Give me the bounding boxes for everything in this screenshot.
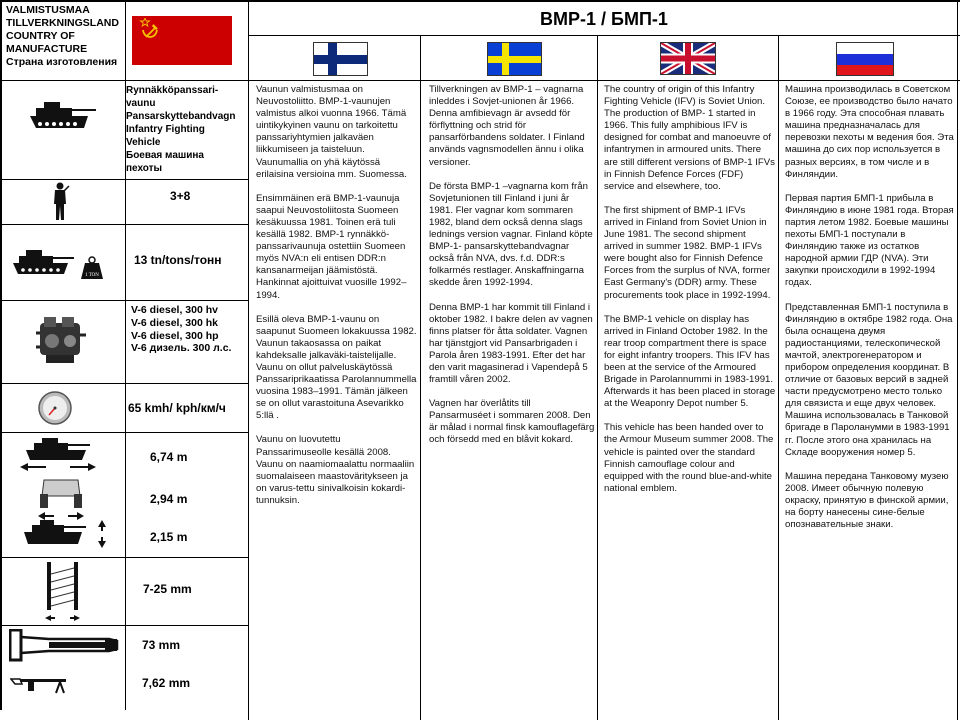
divider-flags <box>0 80 960 81</box>
row-divider-2 <box>0 224 249 225</box>
engine-line: V-6 diesel, 300 hp <box>131 329 219 342</box>
paragraph: The first shipment of BMP-1 IFVs arrived in Finland from Soviet Union in June 1981. The second shipment arrived in summer 1982. BMP-1 IFVs were bought also for Finnish Defence Forces from the surplus of NVA, former East Germany's (DDR) army. These procurements took place in 1992-1994. <box>604 204 771 301</box>
label-line: VALMISTUSMAA <box>6 4 90 16</box>
paragraph: Vagnen har överlåtits till Pansarmuséet i sommaren 2008. Den är målad i normal finsk kamouflagefärg och försedd med en blåvit kokard. <box>429 398 595 446</box>
main-gun-value: 73 mm <box>142 638 181 652</box>
row-divider-5 <box>0 432 249 433</box>
engine-line: V-6 diesel, 300 hk <box>131 316 218 329</box>
paragraph: Машина производилась в Советском Союзе, ее производство было начато в 1966 году. Эта способная плавать машина предназначалась для перевозки пехоты м ведения боя. Эта машина до сих пор используется в разных версиях, в том числе и в Финляндии. <box>785 84 954 180</box>
paragraph: Машина передана Танковому музею 2008. Имеет обычную полевую окраску, принятую в финской армии, на борту нанесены сине-белые опознавательные знаки. <box>785 470 949 531</box>
divider-en-ru <box>778 36 779 720</box>
label-line: MANUFACTURE <box>6 43 88 55</box>
paragraph: Vaunu on luovutettu Panssarimuseolle kesällä 2008. Vaunu on naamiomaalattu normaaliin suomalaiseen maastoväritykseen ja on varus-tettu sinivalkoisin kokardi-tunnuksin. <box>256 434 415 506</box>
vehicle-type-line: Infantry Fighting <box>126 124 205 135</box>
finland-flag <box>313 42 368 76</box>
paragraph: Ensimmäinen erä BMP-1-vaunuja saapui Neuvostoliitosta Suomeen kesäkuussa 1981. Toinen erä tuli kesällä 1982. BMP-1 rynnäkkö-panssarivaunuja ostettiin Suomeen myös NVA:n eli entisen DDR:n kansanarmeijan jäämistöstä. Hankinnat ajoittuivat vuosille 1992–1994. <box>256 192 407 301</box>
tank-height-icon <box>20 518 110 548</box>
label-line: Страна изготовления <box>6 56 118 68</box>
tank-weight-icon <box>12 248 76 276</box>
width-value: 2,94 m <box>150 492 188 506</box>
paragraph: This vehicle has been handed over to the Armour Museum summer 2008. The vehicle is painted over the standard Finnish camouflage colour and equipped with the round blue-and-white national emblem. <box>604 422 774 494</box>
paragraph: The country of origin of this Infantry Fighting Vehicle (IFV) is Soviet Union. The production of BMP- 1 started in 1966. This fully amphibious IFV is designed for combat and manoeuvre of infantrymen in armoured units. There are still different versions of BMP-1 IFVs in Finnish Defence Forces (FDF) service and elsewhere, too. <box>604 84 775 192</box>
vehicle-type-line: пехоты <box>126 163 163 174</box>
tank-length-icon <box>18 436 98 472</box>
row-divider-6 <box>0 557 249 558</box>
svg-text:1 TON: 1 TON <box>85 273 99 278</box>
vehicle-type-line: Vehicle <box>126 137 161 148</box>
paragraph: Первая партия БМП-1 прибыла в Финляндию в июне 1981 года. Вторая партия летом 1982. Боевые машины пехоты БМП-1 поступали в Финляндию также из остатков народной армии ГДР (NVA). Эти закупки происходили в 1992-1994 годах. <box>785 192 954 289</box>
paragraph: De första BMP-1 –vagnarna kom från Sovjetunionen till Finland i juni år 1981. Fler vagnar kom sommaren 1982, bland dem också denna slags lednings version vagnar. Finland köpte BMP-1- pansarskyttebandvagnar också från NVA, dvs. f.d. DDR:s folkarmés restlager. Anskaffningarna skedde åren 1992-1994. <box>429 180 593 289</box>
engine-icon <box>32 313 88 369</box>
hammer-sickle-icon <box>139 18 163 40</box>
tank-width-icon <box>36 476 86 520</box>
finnish-text <box>256 84 418 519</box>
english-text <box>604 84 776 507</box>
engine-value <box>131 304 231 355</box>
machine-gun-icon <box>10 675 70 695</box>
vehicle-type-line: Pansarskyttebandvagn <box>126 111 236 122</box>
machine-gun-value: 7,62 mm <box>142 676 191 690</box>
border-left <box>0 0 2 710</box>
speedometer-icon <box>38 391 72 425</box>
paragraph: The BMP-1 vehicle on display has arrived in Finland October 1982. In the rear troop compartment there is space for eight infantry troopers. This IFV has been at the service of the Armoured Brigade in Parolannummi in 1983-1991. Afterwards it has been placed in storage at the Weaponry Depot number 5. <box>604 313 776 410</box>
vehicle-type-line: Rynnäkköpanssari- <box>126 85 219 96</box>
armour-value: 7-25 mm <box>143 582 192 596</box>
row-divider-3 <box>0 300 249 301</box>
speed-value: 65 kmh/ kph/км/ч <box>128 401 226 415</box>
engine-line: V-6 diesel, 300 hv <box>131 304 218 316</box>
sweden-flag <box>487 42 542 76</box>
engine-line: V-6 дизель. 300 л.с. <box>131 342 232 355</box>
weight-icon <box>80 256 104 280</box>
paragraph: Представленная БМП-1 поступила в Финляндию в октябре 1982 года. Она была оснащена двумя радиостанциями, телескопической мачтой, электрогенератором и прибором определения координат. В отличие от базовых версий в задней части предусмотрено место только для связиста и еще двух человек. Машина использовалась в Танковой бригаде в Пароланумми в 1983-1991 гг. После этого она хранилась на Складе вооружения номер 5. <box>785 301 953 458</box>
length-value: 6,74 m <box>150 450 188 464</box>
tank-icon <box>28 100 98 134</box>
russia-flag <box>836 42 894 76</box>
soviet-union-flag <box>132 16 232 65</box>
label-line: COUNTRY OF <box>6 30 75 42</box>
vehicle-type-line: Боевая машина <box>126 150 204 161</box>
paragraph: Tillverkningen av BMP-1 – vagnarna inleddes i Sovjet-unionen år 1966. Denna amfibievagn är avsedd för förflyttning och strid för pansarförbandens soldater. I Finland används vagnsmodellen ännu i olika versioner. <box>429 84 585 168</box>
height-value: 2,15 m <box>150 530 188 544</box>
row-divider-4 <box>0 383 249 384</box>
page-title: BMP-1 / БМП-1 <box>540 9 668 29</box>
row-divider-1 <box>0 179 249 180</box>
uk-flag <box>660 42 716 75</box>
country-of-manufacture-label <box>6 4 126 69</box>
border-right <box>957 0 958 720</box>
vehicle-type-line: vaunu <box>126 98 156 109</box>
divider-sv-en <box>597 36 598 720</box>
cannon-icon <box>9 629 119 663</box>
crew-value: 3+8 <box>170 189 191 203</box>
paragraph: Esillä oleva BMP-1-vaunu on saapunut Suomeen lokakuussa 1982. Vaunun takaosassa on paikat kahdeksalle jalkaväki-taistelijalle. Vaunu on ollut palveluskäytössä Panssariprikaatissa Parolannummella vuosina 1983–1991. Tämän jälkeen se on ollut varastoituna Asevarikko 5:llä . <box>256 313 417 422</box>
armour-icon <box>44 562 84 624</box>
swedish-text <box>429 84 595 459</box>
divider-fi-sv <box>420 36 421 720</box>
paragraph: Vaunun valmistusmaa on Neuvostoliitto. BMP-1-vaunujen valmistus alkoi vuonna 1966. Tämä uintikykyinen vaunu on tarkoitettu panssariyhtymien jalkaväen liikkumiseen ja taisteluun. Vaunumallia on yhä käytössä erilaisina versioina mm. Suomessa. <box>256 84 407 180</box>
russian-text <box>785 84 955 543</box>
weight-value: 13 tn/tons/тонн <box>134 253 222 267</box>
soldier-icon <box>50 182 70 222</box>
vehicle-type <box>126 84 250 175</box>
paragraph: Denna BMP-1 har kommit till Finland i oktober 1982. I bakre delen av vagnen finns platser för åtta soldater. Vagnen har tjänstgjort vid Pansarbrigaden i Parola åren 1983-1991. Efter det har den varit magasinerad i Vapendepå 5 framtill våren 2002. <box>429 301 593 386</box>
label-line: TILLVERKNINGSLAND <box>6 17 119 29</box>
row-divider-7 <box>0 625 249 626</box>
